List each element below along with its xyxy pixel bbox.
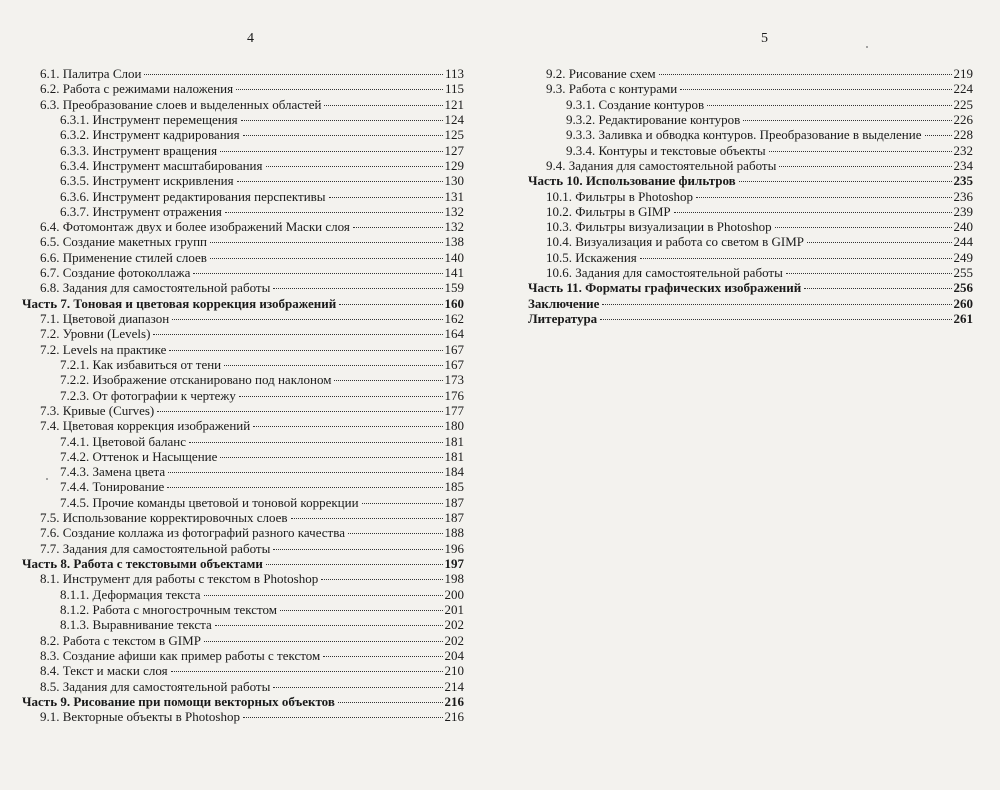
toc-entry <box>22 525 464 540</box>
toc-entry-title: 7.6. Создание коллажа из фотографий разного качества <box>40 525 345 541</box>
toc-entry <box>528 81 973 96</box>
dot-leader <box>807 242 952 243</box>
toc-entry-page: 132 <box>444 203 464 219</box>
dot-leader <box>273 687 442 688</box>
toc-entry <box>22 311 464 326</box>
toc-entry-page: 216 <box>444 693 464 709</box>
dot-leader <box>167 487 442 488</box>
print-speck <box>866 46 868 48</box>
dot-leader <box>680 89 951 90</box>
toc-entry <box>22 81 464 96</box>
toc-entry-page: 167 <box>444 341 464 357</box>
toc-entry <box>528 234 973 249</box>
toc-entry-title: 6.3.1. Инструмент перемещения <box>60 111 238 127</box>
toc-entry-title: 7.7. Задания для самостоятельной работы <box>40 540 271 556</box>
toc-entry-page: 167 <box>444 356 464 372</box>
toc-entry-title: 10.6. Задания для самостоятельной работы <box>546 265 783 281</box>
toc-entry <box>22 495 464 510</box>
print-speck <box>46 478 48 480</box>
toc-entry <box>22 679 464 694</box>
toc-entry <box>22 372 464 387</box>
toc-entry <box>22 403 464 418</box>
dot-leader <box>743 120 951 121</box>
toc-entry-page: 187 <box>444 494 464 510</box>
toc-entry <box>22 648 464 663</box>
toc-entry <box>22 388 464 403</box>
toc-entry-page: 236 <box>953 188 973 204</box>
toc-entry-page: 159 <box>444 280 464 296</box>
toc-entry-page: 124 <box>444 111 464 127</box>
toc-entry-page: 224 <box>953 81 973 97</box>
toc-entry-page: 240 <box>953 219 973 235</box>
toc-entry-page: 176 <box>444 387 464 403</box>
dot-leader <box>225 212 443 213</box>
dot-leader <box>321 579 442 580</box>
toc-entry <box>22 97 464 112</box>
toc-entry-title: Часть 10. Использование фильтров <box>528 173 736 189</box>
toc-entry-title: 8.1.3. Выравнивание текста <box>60 617 212 633</box>
toc-entry-page: 249 <box>953 249 973 265</box>
toc-entry <box>528 189 973 204</box>
toc-entry-title: 7.2.3. От фотографии к чертежу <box>60 387 236 403</box>
toc-entry-page: 196 <box>444 540 464 556</box>
toc-entry-title: 6.5. Создание макетных групп <box>40 234 208 250</box>
toc-entry-title: Литература <box>528 311 598 326</box>
toc-entry <box>22 342 464 357</box>
toc-entry-title: 6.1. Палитра Слои <box>40 66 142 81</box>
toc-entry-page: 198 <box>444 571 464 587</box>
page-number: 5 <box>761 31 768 46</box>
toc-entry <box>528 219 973 234</box>
dot-leader <box>338 702 443 703</box>
toc-entry <box>528 66 973 81</box>
dot-leader <box>600 319 951 320</box>
toc-entry-page: 113 <box>444 66 464 81</box>
toc-part-heading <box>528 173 973 188</box>
toc-entry-page: 201 <box>444 601 464 617</box>
dot-leader <box>291 518 443 519</box>
page-number: 4 <box>247 31 254 46</box>
table-of-contents <box>528 66 973 326</box>
toc-entry-page: 127 <box>444 142 464 158</box>
toc-entry-page: 260 <box>953 295 973 311</box>
toc-entry-title: 8.1.2. Работа с многострочным текстом <box>60 601 278 617</box>
toc-entry-title: Заключение <box>528 295 600 311</box>
toc-entry-page: 160 <box>444 295 464 311</box>
dot-leader <box>220 151 442 152</box>
dot-leader <box>329 197 443 198</box>
toc-part-heading <box>528 311 973 326</box>
toc-entry-title: 7.4. Цветовая коррекция изображений <box>40 418 251 434</box>
dot-leader <box>204 641 443 642</box>
toc-entry <box>22 326 464 341</box>
toc-entry-title: 7.2.2. Изображение отсканировано под наклоном <box>60 372 332 388</box>
toc-entry <box>22 66 464 81</box>
dot-leader <box>243 717 443 718</box>
toc-entry-title: 9.3.2. Редактирование контуров <box>566 111 741 127</box>
toc-entry <box>22 541 464 556</box>
toc-entry-page: 228 <box>953 127 973 143</box>
toc-entry-page: 125 <box>444 127 464 143</box>
dot-leader <box>334 380 442 381</box>
toc-entry <box>22 449 464 464</box>
toc-entry-title: 6.6. Применение стилей слоев <box>40 249 207 265</box>
toc-entry-title: 7.3. Кривые (Curves) <box>40 402 155 418</box>
toc-entry-page: 177 <box>444 402 464 418</box>
toc-entry-page: 140 <box>444 249 464 265</box>
toc-part-heading <box>22 296 464 311</box>
toc-entry-page: 261 <box>953 311 973 326</box>
dot-leader <box>253 426 442 427</box>
toc-entry-title: 7.4.2. Оттенок и Насыщение <box>60 448 218 464</box>
dot-leader <box>237 181 443 182</box>
dot-leader <box>210 258 443 259</box>
toc-entry <box>22 158 464 173</box>
dot-leader <box>786 273 952 274</box>
dot-leader <box>215 625 443 626</box>
toc-entry-page: 232 <box>953 142 973 158</box>
toc-entry-page: 184 <box>444 464 464 480</box>
dot-leader <box>674 212 952 213</box>
toc-entry-page: 256 <box>953 280 973 296</box>
toc-entry-title: 10.4. Визуализация и работа со светом в GIMP <box>546 234 804 250</box>
toc-entry-title: Часть 9. Рисование при помощи векторных объектов <box>22 693 335 709</box>
toc-entry-title: Часть 8. Работа с текстовыми объектами <box>22 556 263 571</box>
dot-leader <box>239 396 443 397</box>
toc-entry <box>22 234 464 249</box>
toc-entry-title: 7.4.3. Замена цвета <box>60 464 166 480</box>
dot-leader <box>266 564 443 565</box>
dot-leader <box>775 227 952 228</box>
dot-leader <box>189 442 443 443</box>
toc-entry <box>528 112 973 127</box>
toc-entry-page: 210 <box>444 663 464 679</box>
dot-leader <box>220 457 442 458</box>
toc-entry-title: 10.2. Фильтры в GIMP <box>546 203 671 219</box>
toc-entry <box>22 219 464 234</box>
dot-leader <box>348 533 443 534</box>
dot-leader <box>804 288 951 289</box>
toc-part-heading <box>22 694 464 709</box>
toc-entry-page: 188 <box>444 525 464 541</box>
dot-leader <box>157 411 442 412</box>
toc-entry-page: 204 <box>444 647 464 663</box>
right-page <box>500 0 1000 790</box>
dot-leader <box>769 151 952 152</box>
dot-leader <box>925 135 952 136</box>
toc-entry-title: 9.3.3. Заливка и обводка контуров. Преобразование в выделение <box>566 127 922 143</box>
toc-entry-title: 10.3. Фильтры визуализации в Photoshop <box>546 219 772 235</box>
toc-entry-title: 6.3.3. Инструмент вращения <box>60 142 218 158</box>
toc-entry-title: 8.1. Инструмент для работы с текстом в Photoshop <box>40 571 319 587</box>
dot-leader <box>153 334 442 335</box>
toc-entry <box>22 143 464 158</box>
dot-leader <box>241 120 443 121</box>
toc-entry <box>22 434 464 449</box>
toc-entry <box>22 418 464 433</box>
toc-entry-title: 9.4. Задания для самостоятельной работы <box>546 157 777 173</box>
toc-entry <box>22 204 464 219</box>
toc-entry-page: 255 <box>953 265 973 281</box>
toc-entry-title: Часть 11. Форматы графических изображений <box>528 280 802 296</box>
dot-leader <box>324 105 442 106</box>
toc-entry-page: 244 <box>953 234 973 250</box>
toc-entry-title: 9.1. Векторные объекты в Photoshop <box>40 709 240 725</box>
toc-entry-title: 7.4.5. Прочие команды цветовой и тоновой коррекции <box>60 494 359 510</box>
toc-entry-title: 8.5. Задания для самостоятельной работы <box>40 678 271 694</box>
toc-entry <box>22 479 464 494</box>
dot-leader <box>144 74 443 75</box>
toc-entry-page: 131 <box>444 188 464 204</box>
toc-entry-page: 129 <box>444 157 464 173</box>
toc-entry-page: 141 <box>444 265 464 281</box>
table-of-contents <box>22 66 464 724</box>
toc-entry-page: 234 <box>953 157 973 173</box>
toc-entry <box>22 587 464 602</box>
toc-entry-title: 6.3.7. Инструмент отражения <box>60 203 222 219</box>
dot-leader <box>659 74 952 75</box>
toc-entry <box>528 158 973 173</box>
toc-entry-title: 6.8. Задания для самостоятельной работы <box>40 280 271 296</box>
dot-leader <box>204 595 443 596</box>
toc-entry <box>22 571 464 586</box>
toc-entry <box>22 663 464 678</box>
toc-entry-page: 226 <box>953 111 973 127</box>
toc-entry-title: 8.2. Работа с текстом в GIMP <box>40 632 201 648</box>
toc-entry-page: 219 <box>953 66 973 81</box>
toc-part-heading <box>22 556 464 571</box>
toc-entry-page: 164 <box>444 326 464 342</box>
toc-entry <box>528 127 973 142</box>
dot-leader <box>266 166 443 167</box>
toc-entry-title: 7.5. Использование корректировочных слоев <box>40 510 288 526</box>
toc-entry-title: 9.3.4. Контуры и текстовые объекты <box>566 142 766 158</box>
toc-part-heading <box>528 280 973 295</box>
toc-entry-title: 7.2.1. Как избавиться от тени <box>60 356 222 372</box>
toc-entry-page: 239 <box>953 203 973 219</box>
dot-leader <box>707 105 951 106</box>
toc-entry <box>22 602 464 617</box>
dot-leader <box>353 227 443 228</box>
toc-entry-page: 216 <box>444 709 464 725</box>
dot-leader <box>323 656 442 657</box>
dot-leader <box>172 319 442 320</box>
toc-entry-page: 115 <box>444 81 464 97</box>
toc-entry <box>22 357 464 372</box>
toc-entry-title: 9.2. Рисование схем <box>546 66 656 81</box>
toc-entry <box>22 280 464 295</box>
toc-entry-page: 187 <box>444 510 464 526</box>
toc-entry-title: 6.7. Создание фотоколлажа <box>40 265 191 281</box>
toc-part-heading <box>528 296 973 311</box>
dot-leader <box>280 610 442 611</box>
toc-entry <box>22 265 464 280</box>
dot-leader <box>243 135 443 136</box>
dot-leader <box>236 89 443 90</box>
toc-entry-page: 130 <box>444 173 464 189</box>
toc-entry-title: 9.3.1. Создание контуров <box>566 96 705 112</box>
toc-entry-page: 185 <box>444 479 464 495</box>
toc-entry-page: 202 <box>444 632 464 648</box>
toc-entry <box>22 250 464 265</box>
dot-leader <box>602 304 951 305</box>
toc-entry <box>22 112 464 127</box>
toc-entry <box>22 464 464 479</box>
toc-entry-page: 180 <box>444 418 464 434</box>
toc-entry-page: 235 <box>953 173 973 189</box>
dot-leader <box>273 549 442 550</box>
toc-entry-title: 9.3. Работа с контурами <box>546 81 678 97</box>
toc-entry-page: 181 <box>444 448 464 464</box>
toc-entry-page: 121 <box>444 96 464 112</box>
toc-entry <box>528 97 973 112</box>
dot-leader <box>640 258 952 259</box>
toc-entry-title: 6.2. Работа с режимами наложения <box>40 81 234 97</box>
toc-entry <box>22 633 464 648</box>
toc-entry <box>528 250 973 265</box>
dot-leader <box>362 503 443 504</box>
toc-entry-page: 181 <box>444 433 464 449</box>
toc-entry-title: 6.3.2. Инструмент кадрирования <box>60 127 240 143</box>
dot-leader <box>168 472 442 473</box>
toc-entry-page: 225 <box>953 96 973 112</box>
toc-entry-title: 7.2. Levels на практике <box>40 341 167 357</box>
toc-entry-title: 8.3. Создание афиши как пример работы с текстом <box>40 647 321 663</box>
dot-leader <box>739 181 952 182</box>
toc-entry <box>22 189 464 204</box>
toc-entry-title: 6.3.4. Инструмент масштабирования <box>60 157 263 173</box>
toc-entry-page: 200 <box>444 586 464 602</box>
dot-leader <box>224 365 442 366</box>
toc-entry-page: 202 <box>444 617 464 633</box>
toc-entry <box>22 510 464 525</box>
toc-entry-page: 173 <box>444 372 464 388</box>
toc-entry <box>528 204 973 219</box>
toc-entry-title: 6.4. Фотомонтаж двух и более изображений Маски слоя <box>40 219 350 235</box>
toc-entry-title: 10.5. Искажения <box>546 249 637 265</box>
toc-entry-page: 214 <box>444 678 464 694</box>
toc-entry <box>22 617 464 632</box>
toc-entry-title: Часть 7. Тоновая и цветовая коррекция изображений <box>22 295 337 311</box>
toc-entry <box>22 709 464 724</box>
toc-entry-title: 6.3.5. Инструмент искривления <box>60 173 234 189</box>
dot-leader <box>779 166 951 167</box>
dot-leader <box>696 197 951 198</box>
toc-entry <box>22 127 464 142</box>
dot-leader <box>171 671 443 672</box>
dot-leader <box>169 350 442 351</box>
toc-entry-page: 138 <box>444 234 464 250</box>
toc-entry-title: 10.1. Фильтры в Photoshop <box>546 188 694 204</box>
toc-entry-page: 162 <box>444 311 464 326</box>
toc-entry <box>22 173 464 188</box>
toc-entry-title: 6.3. Преобразование слоев и выделенных областей <box>40 96 322 112</box>
toc-entry-title: 8.1.1. Деформация текста <box>60 586 201 602</box>
toc-entry <box>528 265 973 280</box>
toc-entry-title: 7.1. Цветовой диапазон <box>40 311 170 326</box>
toc-entry-title: 7.4.4. Тонирование <box>60 479 165 495</box>
dot-leader <box>273 288 442 289</box>
toc-entry-page: 132 <box>444 219 464 235</box>
toc-entry-title: 7.2. Уровни (Levels) <box>40 326 151 342</box>
dot-leader <box>210 242 442 243</box>
dot-leader <box>339 304 442 305</box>
toc-entry-page: 197 <box>444 556 464 571</box>
dot-leader <box>193 273 442 274</box>
toc-entry-title: 8.4. Текст и маски слоя <box>40 663 168 679</box>
toc-entry-title: 6.3.6. Инструмент редактирования перспективы <box>60 188 326 204</box>
toc-entry-title: 7.4.1. Цветовой баланс <box>60 433 186 449</box>
toc-entry <box>528 143 973 158</box>
